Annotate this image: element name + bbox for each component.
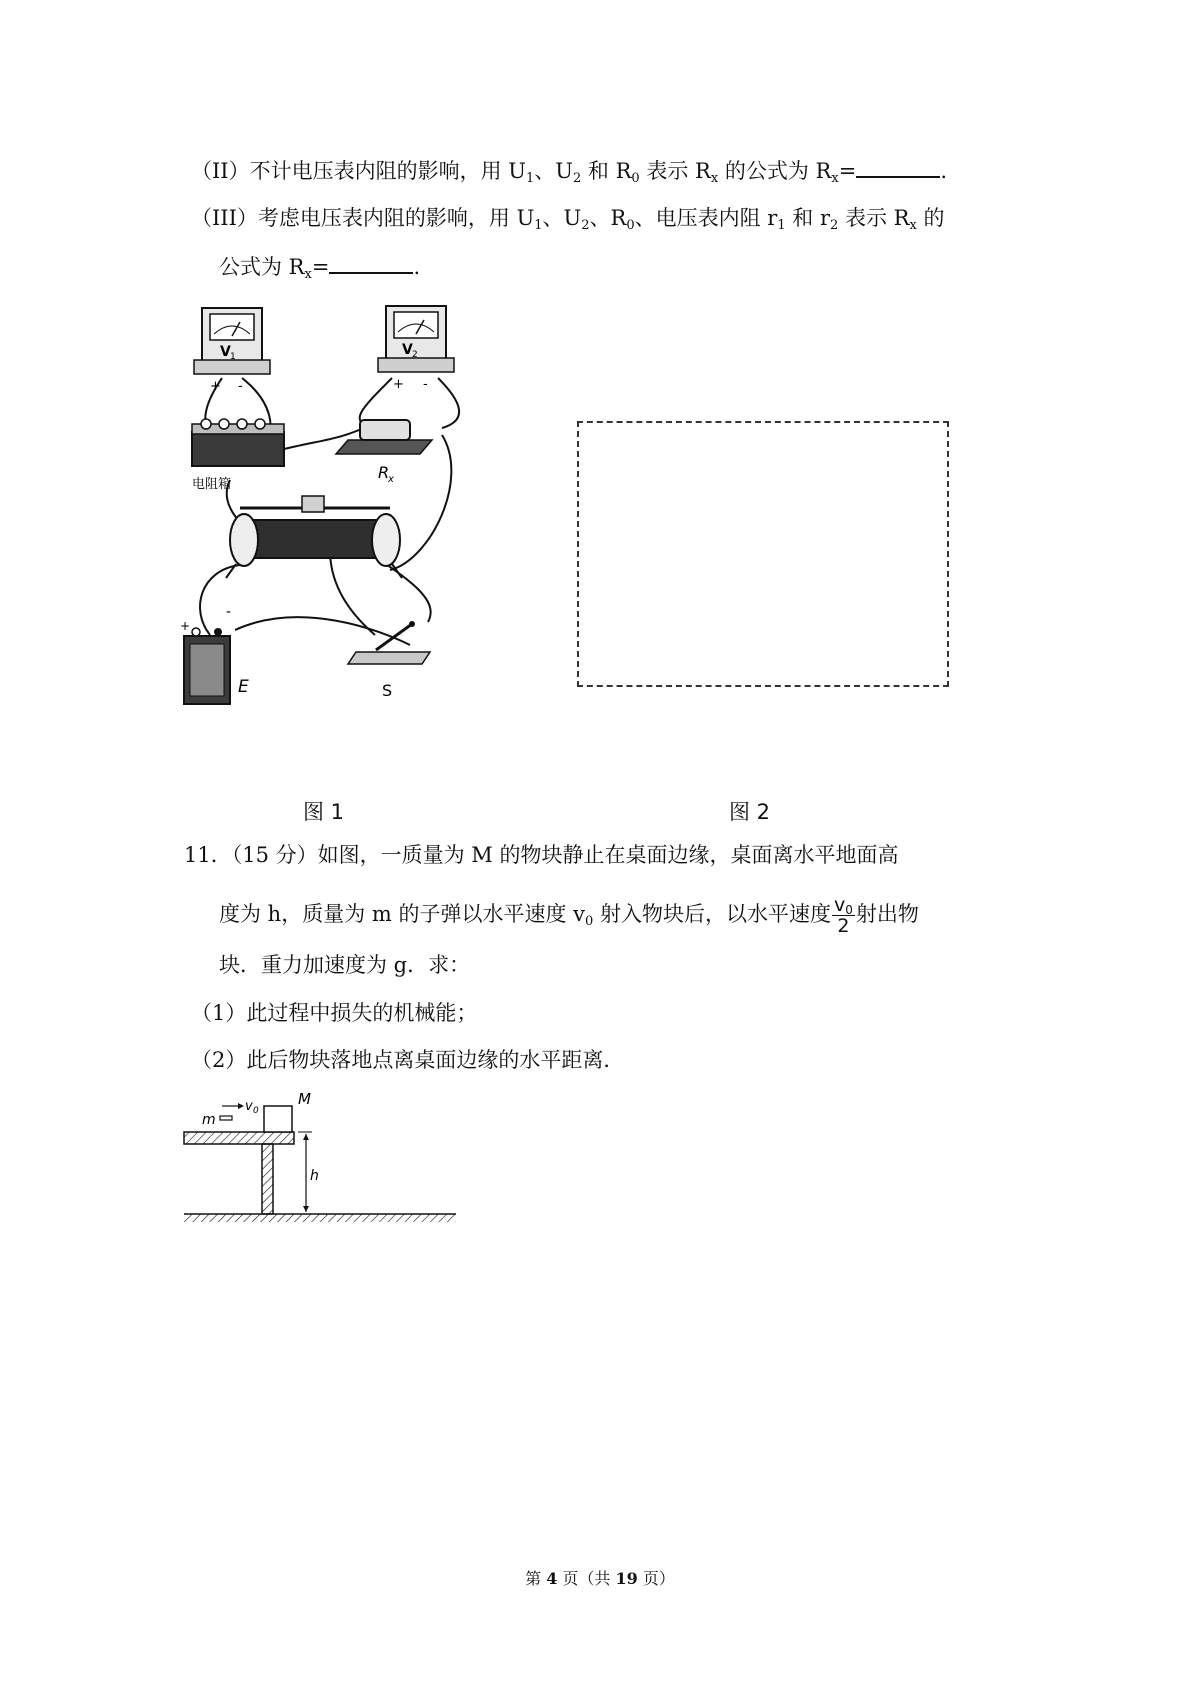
q11-line3: 块．重力加速度为 g．求：	[219, 953, 471, 977]
q10-part2-label: （II）	[191, 159, 250, 183]
svg-text:E: E	[238, 677, 249, 697]
table-top	[184, 1132, 294, 1144]
figure-1-circuit	[180, 300, 490, 760]
svg-text:电阻箱: 电阻箱	[192, 477, 232, 492]
svg-text:-: -	[238, 379, 243, 394]
svg-text:v: v	[245, 1099, 253, 1114]
svg-text:+: +	[210, 379, 221, 394]
bullet	[220, 1116, 232, 1120]
svg-text:M: M	[298, 1090, 311, 1108]
svg-text:h: h	[310, 1168, 319, 1184]
q10-part3-line2: 公式为 $R_x=$ .	[219, 252, 420, 282]
q10-part3-line1: （III）考虑电压表内阻的影响，用 $U_1$、$U_2$、$R_0$、电压表内阻 $r_1$ 和 $r_2$ 表示 $R_x$ 的	[191, 206, 945, 233]
q11-sub2: （2）此后物块落地点离桌面边缘的水平距离．	[191, 1048, 625, 1072]
table-leg	[262, 1144, 273, 1214]
question-number: 11．	[184, 843, 232, 867]
q10-part3-label: （III）	[191, 206, 258, 230]
block-m	[264, 1106, 292, 1132]
svg-text:S: S	[382, 681, 393, 700]
figure-2-answer-box[interactable]	[577, 421, 949, 687]
svg-text:1: 1	[230, 352, 236, 362]
resistance-box	[192, 419, 284, 492]
page-footer: 第 4 页（共 19 页）	[525, 1569, 675, 1588]
switch-s	[348, 621, 430, 700]
svg-text:2: 2	[412, 350, 418, 360]
fraction-v0-over-2: $\frac{v_0}{2}$	[833, 894, 853, 937]
ground	[184, 1214, 456, 1222]
svg-text:+: +	[180, 619, 191, 633]
resistor-rx	[336, 420, 432, 485]
figure-1-caption: 图 1	[303, 800, 345, 824]
page-number: 4	[546, 1569, 558, 1588]
total-pages: 19	[615, 1569, 638, 1588]
svg-text:V: V	[402, 342, 413, 358]
q11-line2: 度为 h，质量为 m 的子弹以水平速度 $v_0$ 射入物块后，以水平速度 $\frac{v_0}{2}$ 射出物	[219, 894, 919, 937]
battery-e	[180, 604, 249, 704]
svg-text:-: -	[226, 604, 232, 620]
voltmeter-v2	[378, 306, 454, 392]
sliding-rheostat	[226, 496, 402, 578]
svg-text:x: x	[388, 474, 394, 485]
q10-part2-line: （II）不计电压表内阻的影响，用 $U_1$、$U_2$ 和 $R_0$ 表示 $R_x$ 的公式为 $R_x=$ .	[191, 156, 947, 186]
svg-text:-: -	[423, 377, 428, 392]
q11-sub1: （1）此过程中损失的机械能；	[191, 1001, 478, 1025]
svg-text:0: 0	[253, 1106, 259, 1116]
svg-text:V: V	[220, 344, 231, 360]
answer-blank[interactable]	[856, 156, 940, 178]
q11-line1: 11．（15 分）如图，一质量为 M 的物块静止在桌面边缘，桌面离水平地面高	[184, 843, 899, 867]
svg-text:+: +	[393, 377, 404, 392]
voltmeter-v1	[194, 308, 270, 394]
q11-table-diagram	[180, 1090, 460, 1235]
answer-blank[interactable]	[329, 252, 413, 274]
svg-text:R: R	[378, 463, 390, 482]
svg-text:m: m	[202, 1112, 216, 1128]
figure-2-caption: 图 2	[729, 800, 771, 824]
